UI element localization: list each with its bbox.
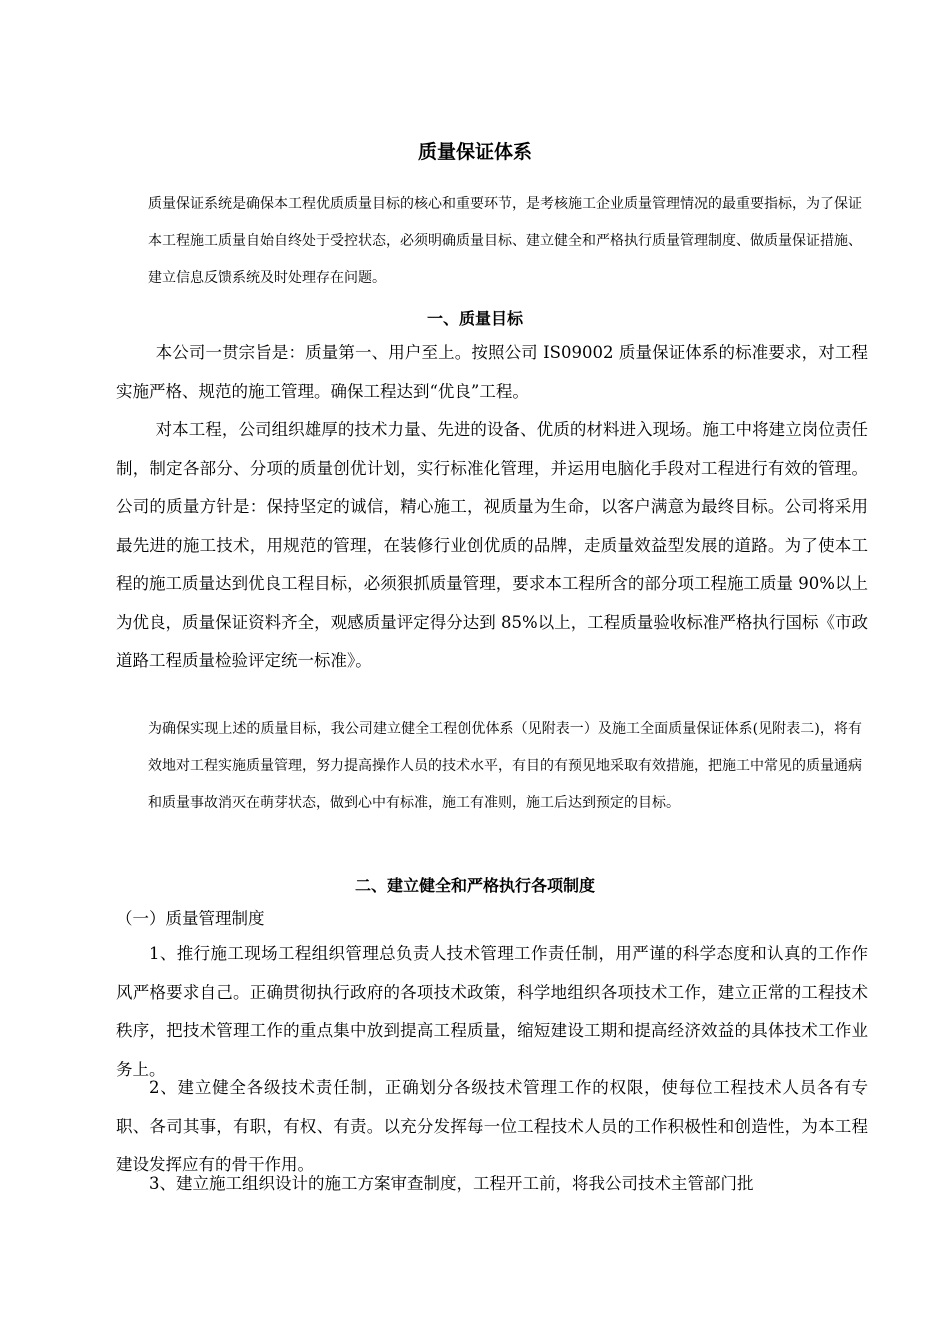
document-title: 质量保证体系	[417, 141, 532, 163]
subsection-heading-quality-management: （一）质量管理制度	[116, 909, 265, 928]
intro-paragraph: 质量保证系统是确保本工程优质质量目标的核心和重要环节，是考核施工企业质量管理情况的最重要指标，为了保证本工程施工质量自始自终处于受控状态，必须明确质量目标、建立健全和严格执行质量管理制度、做质量保证措施、建立信息反馈系统及时处理存在问题。	[148, 196, 862, 286]
section-heading-quality-goal: 一、质量目标	[426, 309, 523, 328]
quality-goal-paragraph-1: 本公司一贯宗旨是：质量第一、用户至上。按照公司 IS09002 质量保证体系的标准要求，对工程实施严格、规范的施工管理。确保工程达到“优良”工程。	[116, 343, 868, 401]
section-heading-systems: 二、建立健全和严格执行各项制度	[354, 876, 595, 895]
system-item-2: 2、建立健全各级技术责任制，正确划分各级技术管理工作的权限，使每位工程技术人员各有专职、各司其事，有职，有权、有责。以充分发挥每一位工程技术人员的工作积极性和创造性，为本工程建设发挥应有的骨干作用。	[116, 1078, 868, 1174]
quality-goal-paragraph-3: 为确保实现上述的质量目标，我公司建立健全工程创优体系（见附表一）及施工全面质量保证体系(见附表二)，将有效地对工程实施质量管理，努力提高操作人员的技术水平，有目的有预见地采取有效措施，把施工中常见的质量通病和质量事故消灭在萌芽状态，做到心中有标准，施工有准则，施工后达到预定的目标。	[148, 721, 862, 811]
system-item-1: 1、推行施工现场工程组织管理总负责人技术管理工作责任制，用严谨的科学态度和认真的工作作风严格要求自己。正确贯彻执行政府的各项技术政策，科学地组织各项技术工作，建立正常的工程技术秩序，把技术管理工作的重点集中放到提高工程质量，缩短建设工期和提高经济效益的具体技术工作业务上。	[116, 944, 868, 1079]
quality-goal-paragraph-2: 对本工程，公司组织雄厚的技术力量、先进的设备、优质的材料进入现场。施工中将建立岗位责任制，制定各部分、分项的质量创优计划，实行标准化管理，并运用电脑化手段对工程进行有效的管理。公司的质量方针是：保持坚定的诚信，精心施工，视质量为生命，以客户满意为最终目标。公司将采用最先进的施工技术，用规范的管理，在装修行业创优质的品牌，走质量效益型发展的道路。为了使本工程的施工质量达到优良工程目标，必须狠抓质量管理，要求本工程所含的部分项工程施工质量 90%以上为优良，质量保证资料齐全，观感质量评定得分达到 85%以上，工程质量验收标准严格执行国标《市政道路工程质量检验评定统一标准》。	[116, 420, 868, 670]
system-item-3: 3、建立施工组织设计的施工方案审查制度，工程开工前，将我公司技术主管部门批	[149, 1174, 754, 1193]
